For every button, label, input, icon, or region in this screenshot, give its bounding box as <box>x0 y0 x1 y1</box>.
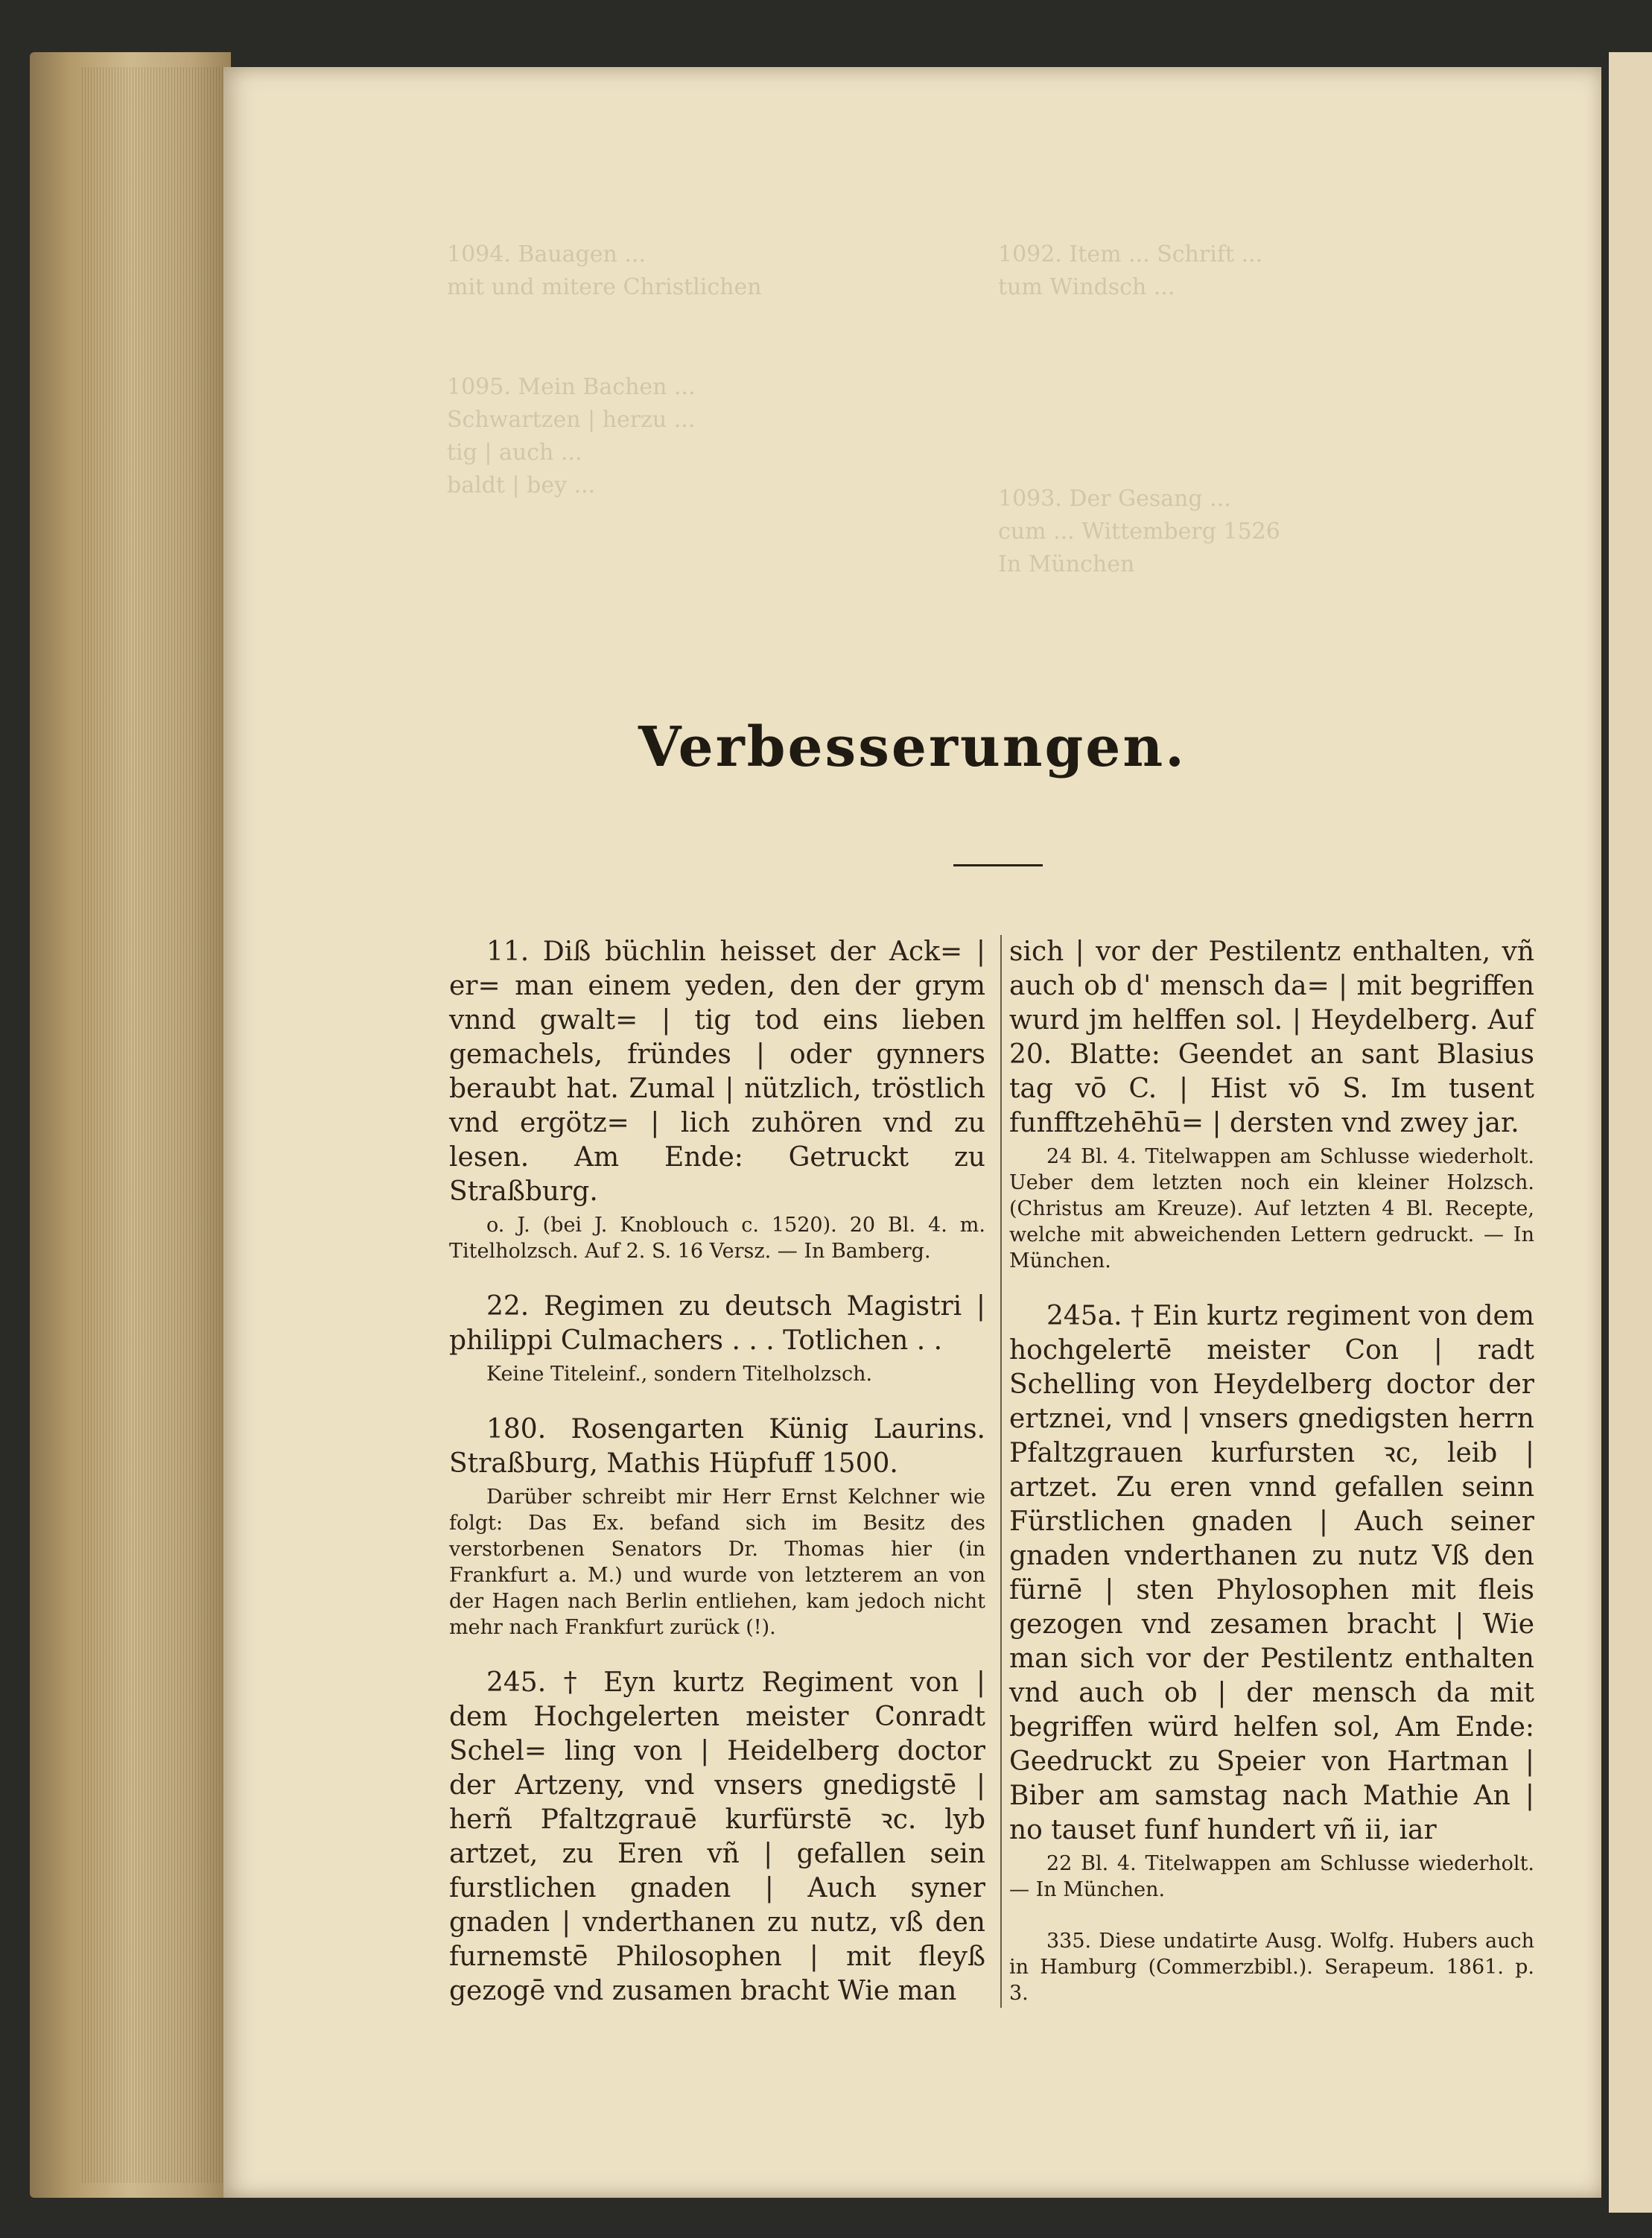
entry-title: 245. † Eyn kurtz Regiment von | dem Hochgelerten meister Conradt Schel= ling von | Heidelberg doctor der Artzeny, vnd vnsers gnedigstē | herñ Pfaltzgrauē kurfürstē ꝛc. lyb artzet, zu Eren vñ | gefallen sein furstlichen gnaden | Auch syner gnaden | vnderthanen zu nutz, vß den furnemstē Philosophen | mit fleyß gezogē vnd zusamen bracht Wie man <box>449 1667 985 2006</box>
entry <box>449 1290 985 1387</box>
entry-title: 22. Regimen zu deutsch Magistri | philippi Culmachers . . . Totlichen . . <box>449 1291 985 1356</box>
entry <box>449 1413 985 1641</box>
entry-note: Darüber schreibt mir Herr Ernst Kelchner wie folgt: Das Ex. befand sich im Besitz des verstorbenen Senators Dr. Thomas hier (in Frankfurt a. M.) und wurde von letzterem an von der Hagen nach Berlin entliehen, kam jedoch nicht mehr nach Frankfurt zurück (!). <box>449 1486 985 1639</box>
entry-title: 180. Rosengarten Künig Laurins. Straßburg, Mathis Hüpfuff 1500. <box>449 1414 985 1479</box>
entry <box>1009 935 1534 1274</box>
entry-note: Keine Titeleinf., sondern Titelholzsch. <box>486 1363 873 1386</box>
entry-note: 24 Bl. 4. Titelwappen am Schlusse wiederholt. Ueber dem letzten noch ein kleiner Holzsch. (Christus am Kreuze). Auf letzten 4 Bl. Recepte, welche mit abweichenden Lettern gedruckt. — In München. <box>1009 1145 1534 1272</box>
entry <box>449 935 985 1264</box>
entry <box>1009 1928 1534 2006</box>
entry-title: 11. Diß büchlin heisset der Ack= | er= man einem yeden, den der grym vnnd gwalt= | tig tod eins lieben gemachels, fründes | oder gynners beraubt hat. Zumal | nützlich, tröstlich vnd ergötz= | lich zuhören vnd zu lesen. Am Ende: Getruckt zu Straßburg. <box>449 936 985 1207</box>
entry-note: o. J. (bei J. Knoblouch c. 1520). 20 Bl. 4. m. Titelholzsch. Auf 2. S. 16 Versz. — In Bamberg. <box>449 1214 985 1263</box>
heading-rule <box>953 864 1043 866</box>
page-edge-texture <box>82 67 223 2183</box>
entry-note: 22 Bl. 4. Titelwappen am Schlusse wiederholt. — In München. <box>1009 1852 1534 1901</box>
bleed-through-right: 1092. Item ... Schrift ... tum Windsch ... 1093. Der Gesang ... cum ... Wittemberg 1526 In München <box>998 241 1280 577</box>
entry <box>1009 1299 1534 1903</box>
bleed-through-left: 1094. Bauagen ... mit und mitere Christlichen 1095. Mein Bachen ... Schwartzen | herzu ... tig | auch ... baldt | bey ... <box>447 241 762 498</box>
section-heading: Verbesserungen. <box>638 715 1186 779</box>
left-column <box>449 935 985 2034</box>
column-divider <box>1000 935 1002 2008</box>
entry-continuation: sich | vor der Pestilentz enthalten, vñ auch ob d' mensch da= | mit begriffen wurd jm helffen sol. | Heydelberg. Auf 20. Blatte: Geendet an sant Blasius tag vō C. | Hist vō S. Im tusent funfftzehēhū= | dersten vnd zwey jar. <box>1009 936 1534 1138</box>
entry <box>449 1666 985 2009</box>
next-page-edge <box>1609 52 1652 2213</box>
entry-note: 335. Diese undatirte Ausg. Wolfg. Hubers auch in Hamburg (Commerzbibl.). Serapeum. 1861. p. 3. <box>1009 1930 1534 2005</box>
right-column <box>1009 935 1534 2032</box>
entry-title: 245a. † Ein kurtz regiment von dem hochgelertē meister Con | radt Schelling von Heydelberg doctor der ertznei, vnd | vnsers gnedigsten herrn Pfaltzgrauen kurfursten ꝛc, leib | artzet. Zu eren vnnd gefallen seinn Fürstlichen gnaden | Auch seiner gnaden vnderthanen zu nutz Vß den fürnē | sten Phylosophen mit fleis gezogen vnd zesamen bracht | Wie man sich vor der Pestilentz enthalten vnd auch ob | der mensch da mit begriffen würd helfen sol, Am Ende: Geedruckt zu Speier von Hartman | Biber am samstag nach Mathie An | no tauset funf hundert vñ ii, iar <box>1009 1301 1534 1845</box>
